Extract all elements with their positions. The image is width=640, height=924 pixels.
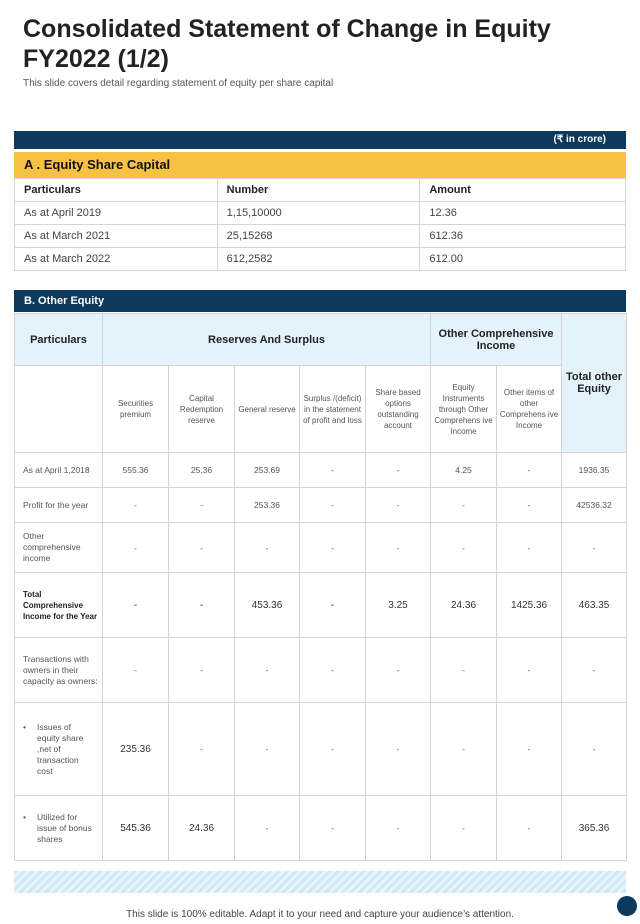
column-header: Particulars (15, 179, 218, 202)
column-header: Amount (420, 179, 626, 202)
table-cell: - (431, 523, 497, 573)
table-cell: 365.36 (562, 796, 627, 861)
table-cell: - (562, 703, 627, 796)
row-label: As at April 1,2018 (15, 453, 103, 488)
row-label-bulleted (15, 703, 103, 796)
table-cell: - (300, 638, 366, 703)
table-cell: - (431, 796, 497, 861)
table-cell: - (497, 703, 562, 796)
table-cell: - (235, 703, 300, 796)
table-cell: 24.36 (431, 573, 497, 638)
table-cell: - (103, 523, 169, 573)
table-row (15, 523, 627, 573)
table-cell: - (169, 573, 235, 638)
table-cell: 612,2582 (217, 248, 420, 271)
table-cell: - (431, 488, 497, 523)
column-header: Number (217, 179, 420, 202)
table-cell: - (103, 638, 169, 703)
table-cell: As at March 2021 (15, 225, 218, 248)
table-cell: - (300, 453, 366, 488)
total-other-equity-header: Total other Equity (562, 314, 627, 453)
reserves-surplus-header: Reserves And Surplus (103, 314, 431, 366)
table-cell: 1425.36 (497, 573, 562, 638)
row-label: Transactions with owners in their capacity as owners: (15, 638, 103, 703)
table-cell: 3.25 (366, 573, 431, 638)
table-cell: - (300, 703, 366, 796)
table-cell: 253.36 (235, 488, 300, 523)
table-subheader-row (15, 366, 627, 453)
table-cell: As at April 2019 (15, 202, 218, 225)
row-label: Profit for the year (15, 488, 103, 523)
subheader-capital-redemption: Capital Redemption reserve (169, 366, 235, 453)
table-cell: - (497, 523, 562, 573)
table-header-row (15, 314, 627, 366)
table-cell: - (497, 488, 562, 523)
subheader-equity-instruments: Equity Instruments through Other Comprehens ive Income (431, 366, 497, 453)
table-cell: - (497, 453, 562, 488)
table-cell: - (366, 703, 431, 796)
table-cell: - (300, 488, 366, 523)
table-cell: - (366, 638, 431, 703)
oci-header: Other Comprehensive Income (431, 314, 562, 366)
table-row (15, 248, 626, 271)
table-cell: 612.36 (420, 225, 626, 248)
table-cell: - (366, 453, 431, 488)
bullet: • (23, 721, 26, 732)
particulars-header: Particulars (15, 314, 103, 366)
table-cell: - (497, 796, 562, 861)
table-cell: - (562, 638, 627, 703)
table-row (15, 453, 627, 488)
table-cell: 555.36 (103, 453, 169, 488)
table-cell: - (497, 638, 562, 703)
other-equity-table (14, 313, 627, 861)
subheader-share-based-options: Share based options outstanding account (366, 366, 431, 453)
row-label: Other comprehensive income (15, 523, 103, 573)
subheader-surplus-deficit: Surplus /(deficit) in the statement of profit and loss (300, 366, 366, 453)
table-cell: 1936.35 (562, 453, 627, 488)
table-cell: - (300, 796, 366, 861)
table-cell: - (169, 703, 235, 796)
table-cell: 4.25 (431, 453, 497, 488)
footer-note: This slide is 100% editable. Adapt it to your need and capture your audience’s attention. (126, 909, 514, 920)
row-label: Issues of equity share ,net of transaction cost (37, 721, 84, 776)
table-cell: - (103, 488, 169, 523)
table-row (15, 573, 627, 638)
table-cell: 453.36 (235, 573, 300, 638)
subheader-other-items-oci: Other items of other Comprehens ive Income (497, 366, 562, 453)
table-row (15, 225, 626, 248)
table-row (15, 488, 627, 523)
table-cell: As at March 2022 (15, 248, 218, 271)
table-cell: 463.35 (562, 573, 627, 638)
table-cell: 253.69 (235, 453, 300, 488)
table-cell: 235.36 (103, 703, 169, 796)
table-cell: - (431, 703, 497, 796)
footer-stripe (14, 871, 626, 893)
row-label: Utilized for issue of bonus shares (37, 811, 92, 844)
table-cell: - (366, 796, 431, 861)
table-row (15, 796, 627, 861)
table-cell: 42536.32 (562, 488, 627, 523)
table-cell: - (562, 523, 627, 573)
bullet: • (23, 811, 26, 822)
table-cell: - (235, 638, 300, 703)
table-cell: - (366, 523, 431, 573)
table-cell: - (366, 488, 431, 523)
section-a-header: A . Equity Share Capital (14, 152, 626, 178)
table-cell: 25.36 (169, 453, 235, 488)
table-cell: 1,15,10000 (217, 202, 420, 225)
page-title: Consolidated Statement of Change in Equity FY2022 (1/2) (23, 15, 551, 73)
table-cell: 12.36 (420, 202, 626, 225)
table-cell: 25,15268 (217, 225, 420, 248)
table-cell: - (235, 796, 300, 861)
table-cell: - (103, 573, 169, 638)
empty-cell (15, 366, 103, 453)
subheader-general-reserve: General reserve (235, 366, 300, 453)
equity-share-capital-table (14, 178, 626, 271)
section-b-header: B. Other Equity (14, 290, 626, 312)
table-cell: - (431, 638, 497, 703)
table-header-row (15, 179, 626, 202)
table-row (15, 202, 626, 225)
table-cell: - (235, 523, 300, 573)
page-subtitle: This slide covers detail regarding statement of equity per share capital (23, 78, 334, 89)
table-cell: - (169, 488, 235, 523)
table-row (15, 703, 627, 796)
row-label-bulleted (15, 796, 103, 861)
table-cell: - (300, 523, 366, 573)
table-cell: - (300, 573, 366, 638)
currency-unit-bar: (₹ in crore) (14, 131, 626, 149)
subheader-securities-premium: Securities premium (103, 366, 169, 453)
table-cell: - (169, 638, 235, 703)
table-cell: 612.00 (420, 248, 626, 271)
table-cell: 545.36 (103, 796, 169, 861)
table-row (15, 638, 627, 703)
table-cell: 24.36 (169, 796, 235, 861)
row-label: Total Comprehensive Income for the Year (15, 573, 103, 638)
table-cell: - (169, 523, 235, 573)
